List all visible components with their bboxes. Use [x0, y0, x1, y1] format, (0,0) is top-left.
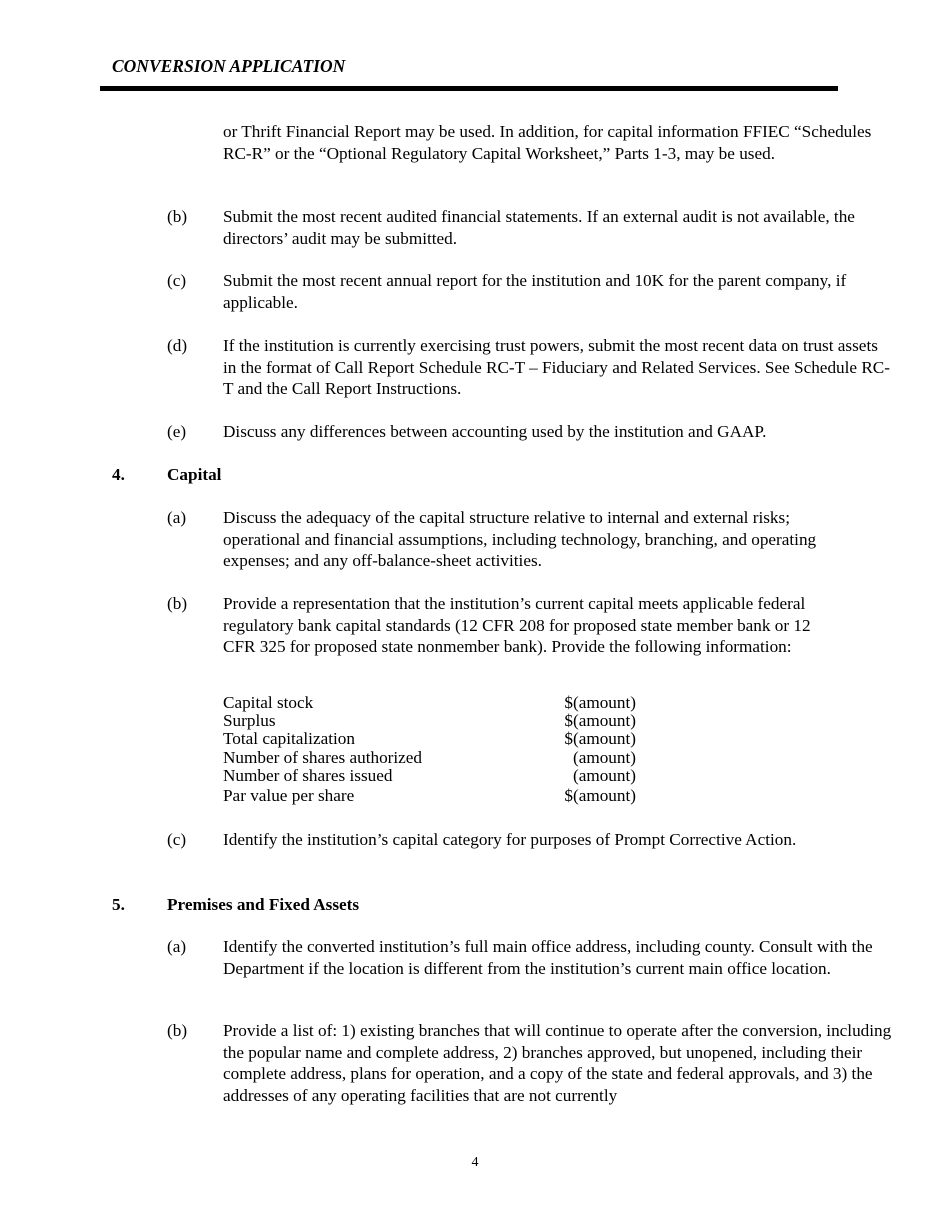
- item-label: (e): [167, 422, 187, 441]
- table-cell-value: (amount): [572, 765, 636, 785]
- item-text: Identify the converted institution’s full main office address, including county. Consult with the Department if the location is different from the institution’s current main office location.: [223, 937, 873, 978]
- item-text: Identify the institution’s capital category for purposes of Prompt Corrective Action.: [223, 830, 797, 849]
- item-label: (c): [167, 271, 187, 290]
- page-number: 4: [471, 1155, 479, 1170]
- table-cell-value: (amount): [572, 747, 636, 767]
- table-cell-value: $(amount): [564, 693, 636, 712]
- item-text: Discuss the adequacy of the capital structure relative to internal and external risks; operational and financial assumptions, including technology, branching, and operating expenses; and any off-balance-sheet activities.: [223, 508, 817, 570]
- item-label: (a): [167, 508, 187, 527]
- item-label: (d): [167, 336, 188, 355]
- intro-continuation: or Thrift Financial Report may be used. In addition, for capital information FFIEC “Schedules RC-R” or the “Optional Regulatory Capital Worksheet,” Parts 1-3, may be used.: [223, 122, 872, 163]
- capital-table: [223, 694, 643, 806]
- item-text: Provide a list of: 1) existing branches that will continue to operate after the conversion, including the popular name and complete address, 2) branches approved, but unopened, including their complete address, plans for operation, and a copy of the state and federal approvals, and 3) the addresses of any operating facilities that are not currently: [223, 1021, 892, 1105]
- item-text: Discuss any differences between accounting used by the institution and GAAP.: [223, 422, 767, 441]
- item-text: If the institution is currently exercising trust powers, submit the most recent data on trust assets in the format of Call Report Schedule RC-T – Fiduciary and Related Services. See Schedule RC-T and the Call Report Instructions.: [223, 336, 890, 398]
- table-cell-value: $(amount): [564, 729, 636, 749]
- item-label: (b): [167, 1021, 188, 1040]
- item-label: (b): [167, 594, 188, 613]
- running-header: CONVERSION APPLICATION: [112, 56, 346, 76]
- table-cell-item: Par value per share: [223, 785, 355, 805]
- table-cell-item: Surplus: [223, 711, 276, 731]
- table-cell-value: $(amount): [564, 711, 636, 731]
- item-text: Submit the most recent audited financial statements. If an external audit is not available, the directors’ audit may be submitted.: [223, 207, 855, 248]
- table-row: [223, 785, 643, 806]
- table-cell-item: Capital stock: [223, 693, 314, 712]
- table-cell-item: Total capitalization: [223, 729, 355, 749]
- section-number: 4.: [112, 465, 125, 484]
- section-title: Capital: [167, 465, 222, 484]
- item-text: Submit the most recent annual report for the institution and 10K for the parent company, if applicable.: [223, 271, 847, 312]
- table-row: [223, 694, 643, 712]
- table-cell-value: $(amount): [564, 785, 636, 805]
- section-title: Premises and Fixed Assets: [167, 895, 360, 914]
- table-row: [223, 730, 643, 748]
- item-label: (c): [167, 830, 187, 849]
- table-cell-item: Number of shares issued: [223, 765, 393, 785]
- table-row: [223, 767, 643, 785]
- section-number: 5.: [112, 895, 125, 914]
- item-label: (a): [167, 937, 187, 956]
- item-label: (b): [167, 207, 188, 226]
- header-rule: [100, 86, 838, 91]
- item-text: Provide a representation that the institution’s current capital meets applicable federal regulatory bank capital standards (12 CFR 208 for proposed state member bank or 12 CFR 325 for proposed state nonmember bank). Provide the following information:: [223, 594, 811, 656]
- table-row: [223, 712, 643, 730]
- table-row: [223, 749, 643, 767]
- table-cell-item: Number of shares authorized: [223, 747, 423, 767]
